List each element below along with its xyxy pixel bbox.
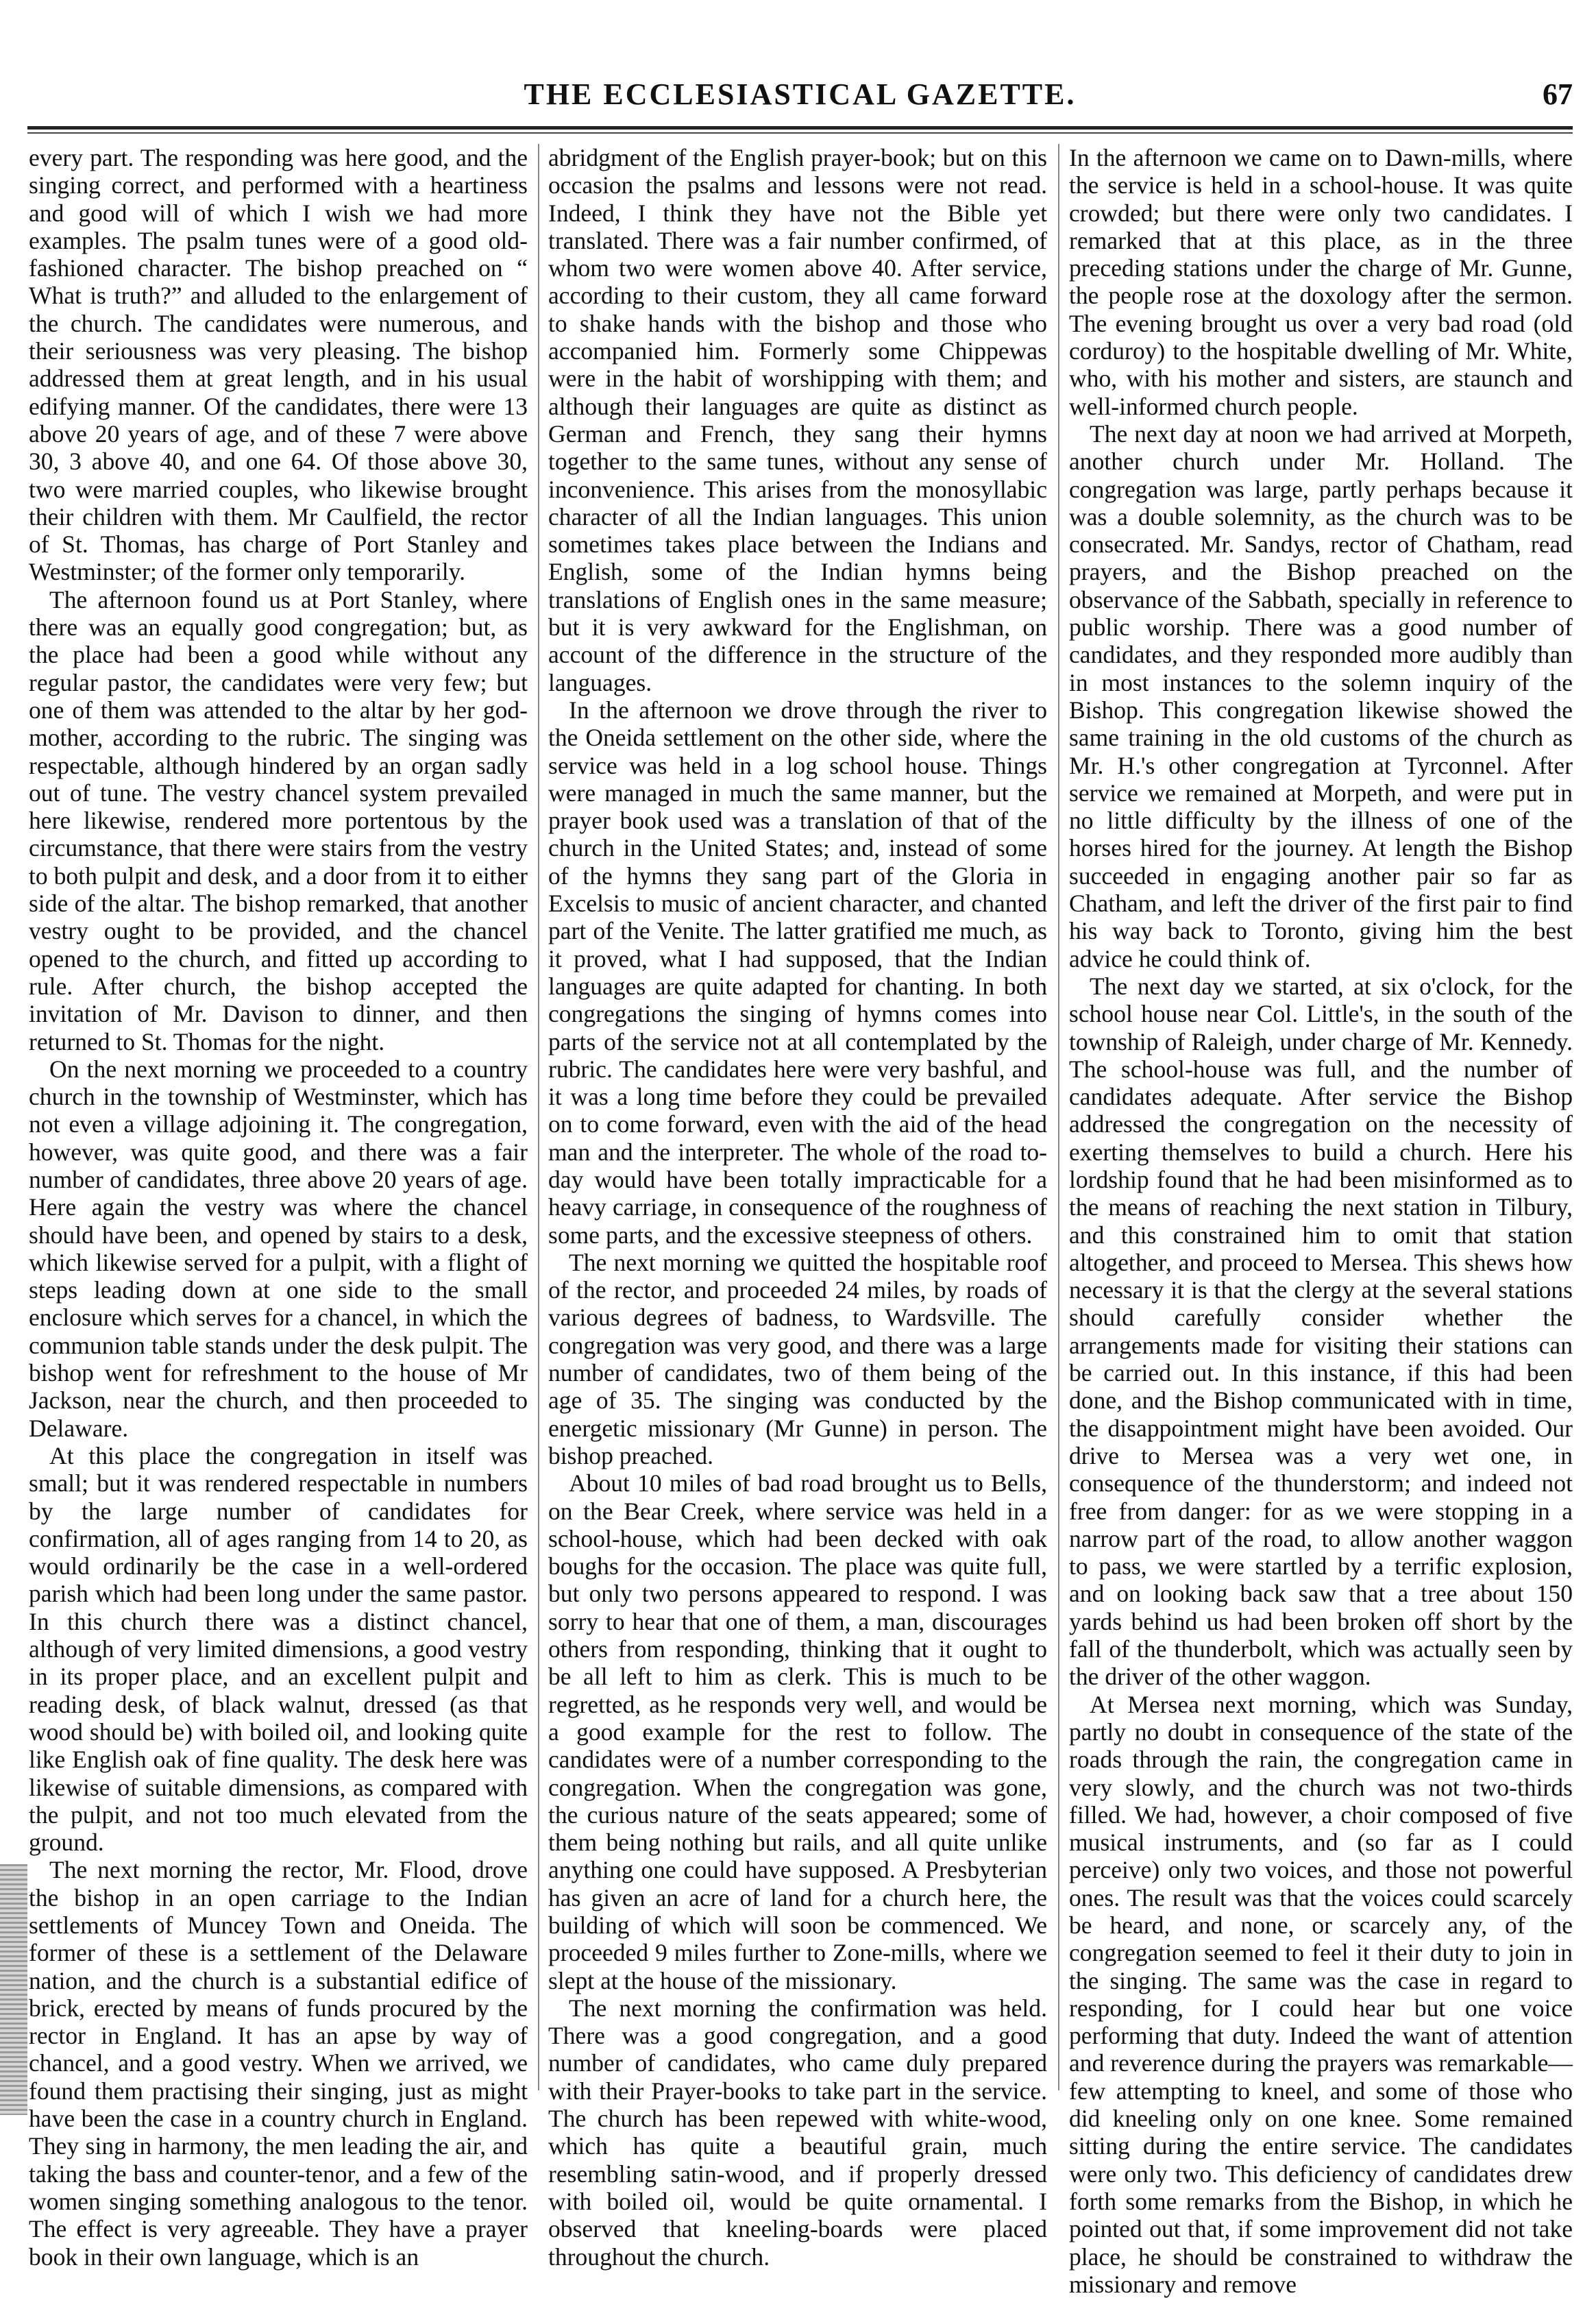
paragraph: At this place the congregation in itself was small; but it was rendered respectable in numbers by the large number of candidates for confirmation, all of ages ranging from 14 to 20, as would ordinarily be the case in a well-ordered parish which had been long under the same pastor. In this church there was a distinct chancel, although of very limited dimensions, a good vestry in its proper place, and an excellent pulpit and reading desk, of black walnut, dressed (as that wood should be) with boiled oil, and looking quite like English oak of fine quality. The desk here was likewise of suitable dimensions, as compared with the pulpit, and not too much elevated from the ground. (29, 1441, 528, 1857)
page-number: 67 (1543, 77, 1573, 111)
page-header (27, 74, 1573, 123)
paragraph: In the afternoon we came on to Dawn-mills, where the service is held in a school-house. It was quite crowded; but there were only two candidates. I remarked that at this place, as in the three preceding stations under the charge of Mr. Gunne, the people rose at the doxology after the sermon. The evening brought us over a very bad road (old corduroy) to the hospitable dwelling of Mr. White, who, with his mother and sisters, are staunch and well-informed church people. (1069, 144, 1573, 420)
column-3 (1069, 144, 1573, 2298)
column-divider (1058, 144, 1059, 2090)
paragraph: The next morning the confirmation was held. There was a good congregation, and a good number of candidates, who came duly prepared with their Prayer-books to take part in the service. The church has been repewed with white-wood, which has quite a beautiful grain, much resembling satin-wood, and if properly dressed with boiled oil, would be quite ornamental. I observed that kneeling-boards were placed throughout the church. (548, 1994, 1047, 2271)
paragraph: On the next morning we proceeded to a country church in the township of Westminster, which has not even a village adjoining it. The congregation, however, was quite good, and there was a fair number of candidates, three above 20 years of age. Here again the vestry was where the chancel should have been, and opened by stairs to a desk, which likewise served for a pulpit, with a flight of steps leading down at one side to the small enclosure which serves for a chancel, in which the communion table stands under the desk pulpit. The bishop went for refreshment to the house of Mr Jackson, near the church, and then proceeded to Delaware. (29, 1055, 528, 1442)
column-2 (548, 144, 1047, 2271)
paragraph: The next morning we quitted the hospitable roof of the rector, and proceeded 24 miles, by roads of various degrees of badness, to Wardsville. The congregation was very good, and there was a large number of candidates, two of them being of the age of 35. The singing was conducted by the energetic missionary (Mr Gunne) in person. The bishop preached. (548, 1248, 1047, 1469)
paragraph: About 10 miles of bad road brought us to Bells, on the Bear Creek, where service was held in a school-house, which had been decked with oak boughs for the occasion. The place was quite full, but only two persons appeared to respond. I was sorry to hear that one of them, a man, discourages others from responding, thinking that it ought to be all left to him as clerk. This is much to be regretted, as he responds very well, and would be a good example for the rest to follow. The candidates were of a number corresponding to the congregation. When the congregation was gone, the curious nature of the seats appeared; some of them being nothing but rails, and all quite unlike anything one could have supposed. A Presbyterian has given an acre of land for a church here, the building of which will soon be commenced. We proceeded 9 miles further to Zone-mills, where we slept at the house of the missionary. (548, 1469, 1047, 1994)
paragraph: abridgment of the English prayer-book; but on this occasion the psalms and lessons were not read. Indeed, I think they have not the Bible yet translated. There was a fair number confirmed, of whom two were women above 40. After service, according to their custom, they all came forward to shake hands with the bishop and those who accompanied him. Formerly some Chippewas were in the habit of worshipping with them; and although their languages are quite as distinct as German and French, they sang their hymns together to the same tunes, without any sense of inconvenience. This arises from the monosyllabic character of all the Indian languages. This union sometimes takes place between the Indians and English, some of the Indian hymns being translations of English ones in the same measure; but it is very awkward for the Englishman, on account of the difference in the structure of the languages. (548, 144, 1047, 696)
paragraph: The next day we started, at six o'clock, for the school house near Col. Little's, in the south of the township of Raleigh, under charge of Mr. Kennedy. The school-house was full, and the number of candidates adequate. After service the Bishop addressed the congregation on the necessity of exerting themselves to build a church. Here his lordship found that he had been misinformed as to the means of reaching the next station in Tilbury, and this constrained him to omit that station altogether, and proceed to Mersea. This shews how necessary it is that the clergy at the several stations should carefully consider whether the arrangements made for visiting their stations can be carried out. In this instance, if this had been done, and the Bishop communicated with in time, the disappointment might have been avoided. Our drive to Mersea was a very wet one, in consequence of the thunderstorm; and indeed not free from danger: for as we were stopping in a narrow part of the road, to allow another waggon to pass, we were startled by a terrific explosion, and on looking back saw that a tree about 150 yards behind us had been broken off short by the fall of the thunderbolt, which was actually seen by the driver of the other waggon. (1069, 972, 1573, 1691)
header-rule-thick (27, 126, 1573, 130)
paragraph: The next morning the rector, Mr. Flood, drove the bishop in an open carriage to the Indian settlements of Muncey Town and Oneida. The former of these is a settlement of the Delaware nation, and the church is a substantial edifice of brick, erected by means of funds procured by the rector in England. It has an apse by way of chancel, and a good vestry. When we arrived, we found them practising their singing, just as might have been the case in a country church in England. They sing in harmony, the men leading the air, and taking the bass and counter-tenor, and a few of the women singing something analogous to the tenor. The effect is very agreeable. They have a prayer book in their own language, which is an (29, 1856, 528, 2271)
paragraph: every part. The responding was here good, and the singing correct, and performed with a heartiness and good will of which I wish we had more examples. The psalm tunes were of a good old-fashioned character. The bishop preached on “ What is truth?” and alluded to the enlargement of the church. The candidates were numerous, and their seriousness was very pleasing. The bishop addressed them at great length, and in his usual edifying manner. Of the candidates, there were 13 above 20 years of age, and of these 7 were above 30, 3 above 40, and one 64. Of those above 30, two were married couples, who likewise brought their children with them. Mr Caulfield, the rector of St. Thomas, has charge of Port Stanley and Westminster; of the former only temporarily. (29, 144, 528, 586)
scan-edge-artifact (0, 1864, 27, 2115)
paragraph: The afternoon found us at Port Stanley, where there was an equally good congregation; but, as the place had been a good while without any regular pastor, the candidates were very few; but one of them was attended to the altar by her god-mother, according to the rubric. The singing was respectable, although hindered by an organ sadly out of tune. The vestry chancel system prevailed here likewise, rendered more portentous by the circumstance, that there were stairs from the vestry to both pulpit and desk, and a door from it to either side of the altar. The bishop remarked, that another vestry ought to be provided, and the chancel opened to the church, and fitted up according to rule. After church, the bishop accepted the invitation of Mr. Davison to dinner, and then returned to St. Thomas for the night. (29, 585, 528, 1055)
paragraph: The next day at noon we had arrived at Morpeth, another church under Mr. Holland. The congregation was large, partly perhaps because it was a double solemnity, as the church was to be consecrated. Mr. Sandys, rector of Chatham, read prayers, and the Bishop preached on the observance of the Sabbath, specially in reference to public worship. There was a good number of candidates, and they responded more audibly than in most instances to the solemn inquiry of the Bishop. This congregation likewise showed the same training in the old customs of the church as Mr. H.'s other congregation at Tyrconnel. After service we remained at Morpeth, and were put in no little difficulty by the illness of one of the horses hired for the journey. At length the Bishop succeeded in engaging another pair so far as Chatham, and left the driver of the first pair to find his way back to Toronto, giving him the best advice he could think of. (1069, 419, 1573, 973)
publication-title: THE ECCLESIASTICAL GAZETTE. (524, 77, 1077, 111)
header-rule-thin (27, 132, 1573, 134)
column-divider (538, 144, 539, 2090)
column-1 (29, 144, 528, 2271)
paragraph: In the afternoon we drove through the river to the Oneida settlement on the other side, where the service was held in a log school house. Things were managed in much the same manner, but the prayer book used was a translation of that of the church in the United States; and, instead of some of the hymns they sang part of the Gloria in Excelsis to music of ancient character, and chanted part of the Venite. The latter gratified me much, as it proved, what I had supposed, that the Indian languages are quite adapted for chanting. In both congregations the singing of hymns comes into parts of the service not at all contemplated by the rubric. The candidates here were very bashful, and it was a long time before they could be prevailed on to come forward, even with the aid of the head man and the interpreter. The whole of the road to-day would have been totally impracticable for a heavy carriage, in consequence of the roughness of some parts, and the excessive steepness of others. (548, 696, 1047, 1249)
paragraph: At Mersea next morning, which was Sunday, partly no doubt in consequence of the state of the roads through the rain, the congregation came in very slowly, and the church was not two-thirds filled. We had, however, a choir composed of five musical instruments, and (so far as I could perceive) only two voices, and those not powerful ones. The result was that the voices could scarcely be heard, and none, or scarcely any, of the congregation seemed to feel it their duty to join in the singing. The same was the case in regard to responding, for I could hear but one voice performing that duty. Indeed the want of attention and reverence during the prayers was remarkable—few attempting to kneel, and some of those who did kneeling only on one knee. Some remained sitting during the entire service. The candidates were only two. This deficiency of candidates drew forth some remarks from the Bishop, in which he pointed out that, if some improvement did not take place, he should be constrained to withdraw the missionary and remove (1069, 1690, 1573, 2298)
